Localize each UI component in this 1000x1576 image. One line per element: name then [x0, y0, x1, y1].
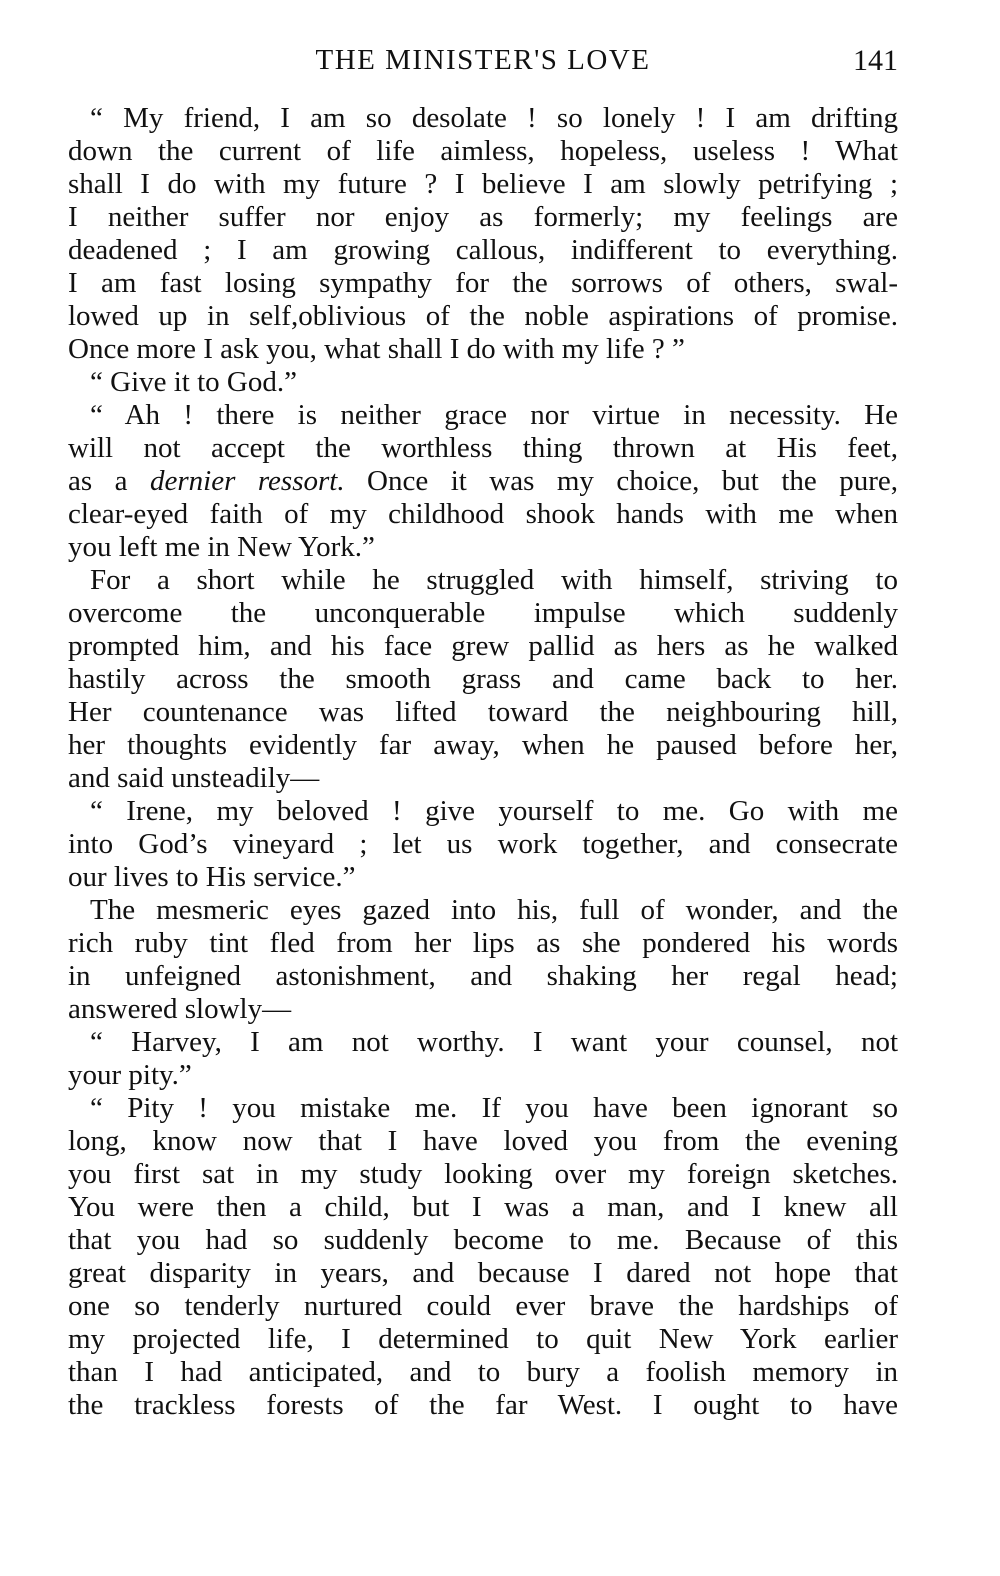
text-line: the trackless forests of the far West. I ought to have: [68, 1389, 898, 1421]
text-line: Her countenance was lifted toward the neighbouring hill,: [68, 696, 898, 728]
text-line: For a short while he struggled with himself, striving to: [90, 564, 898, 596]
text-line: our lives to His service.”: [68, 861, 356, 893]
text-line: my projected life, I determined to quit New York earlier: [68, 1323, 898, 1355]
text-line: [68, 465, 898, 498]
italic-phrase: dernier ressort.: [149, 465, 345, 497]
text-line: in unfeigned astonishment, and shaking her regal head;: [68, 960, 898, 992]
text-segment: as a: [68, 465, 150, 497]
text-line: “ Ah ! there is neither grace nor virtue in necessity. He: [90, 399, 898, 431]
text-line: deadened ; I am growing callous, indifferent to everything.: [68, 234, 898, 266]
text-line: great disparity in years, and because I dared not hope that: [68, 1257, 898, 1289]
text-line: “ Pity ! you mistake me. If you have been ignorant so: [90, 1092, 898, 1124]
text-segment: Once it was my choice, but the pure,: [344, 465, 898, 497]
text-line: you first sat in my study looking over my foreign sketches.: [68, 1158, 898, 1190]
body-text: [68, 102, 898, 1422]
text-line: “ Irene, my beloved ! give yourself to me. Go with me: [90, 795, 898, 827]
text-line: “ Harvey, I am not worthy. I want your counsel, not: [90, 1026, 898, 1058]
text-line: will not accept the worthless thing thrown at His feet,: [68, 432, 898, 464]
running-head: [68, 44, 898, 84]
text-line: hastily across the smooth grass and came back to her.: [68, 663, 898, 695]
text-line: and said unsteadily—: [68, 762, 320, 794]
text-line: her thoughts evidently far away, when he paused before her,: [68, 729, 898, 761]
text-line: “ My friend, I am so desolate ! so lonely ! I am drifting: [90, 102, 898, 134]
text-line: I am fast losing sympathy for the sorrows of others, swal-: [68, 267, 898, 299]
text-line: your pity.”: [68, 1059, 192, 1091]
text-line: into God’s vineyard ; let us work together, and consecrate: [68, 828, 898, 860]
text-line: Once more I ask you, what shall I do with my life ? ”: [68, 333, 685, 365]
text-line: answered slowly—: [68, 993, 292, 1025]
text-line: “ Give it to God.”: [90, 366, 297, 398]
text-line: one so tenderly nurtured could ever brave the hardships of: [68, 1290, 898, 1322]
text-line: I neither suffer nor enjoy as formerly; my feelings are: [68, 201, 898, 233]
text-line: long, know now that I have loved you from the evening: [68, 1125, 898, 1157]
text-line: The mesmeric eyes gazed into his, full of wonder, and the: [90, 894, 898, 926]
text-line: down the current of life aimless, hopeless, useless ! What: [68, 135, 898, 167]
text-line: prompted him, and his face grew pallid as hers as he walked: [68, 630, 898, 662]
text-line: that you had so suddenly become to me. Because of this: [68, 1224, 898, 1256]
text-line: clear-eyed faith of my childhood shook hands with me when: [68, 498, 898, 530]
page-number: 141: [853, 44, 898, 77]
text-line: you left me in New York.”: [68, 531, 375, 563]
text-line: shall I do with my future ? I believe I am slowly petrifying ;: [68, 168, 898, 200]
text-line: You were then a child, but I was a man, and I knew all: [68, 1191, 898, 1223]
text-line: than I had anticipated, and to bury a foolish memory in: [68, 1356, 898, 1388]
text-line: rich ruby tint fled from her lips as she pondered his words: [68, 927, 898, 959]
text-line: lowed up in self,oblivious of the noble aspirations of promise.: [68, 300, 898, 332]
running-title: THE MINISTER'S LOVE: [315, 44, 651, 76]
text-line: overcome the unconquerable impulse which suddenly: [68, 597, 898, 629]
